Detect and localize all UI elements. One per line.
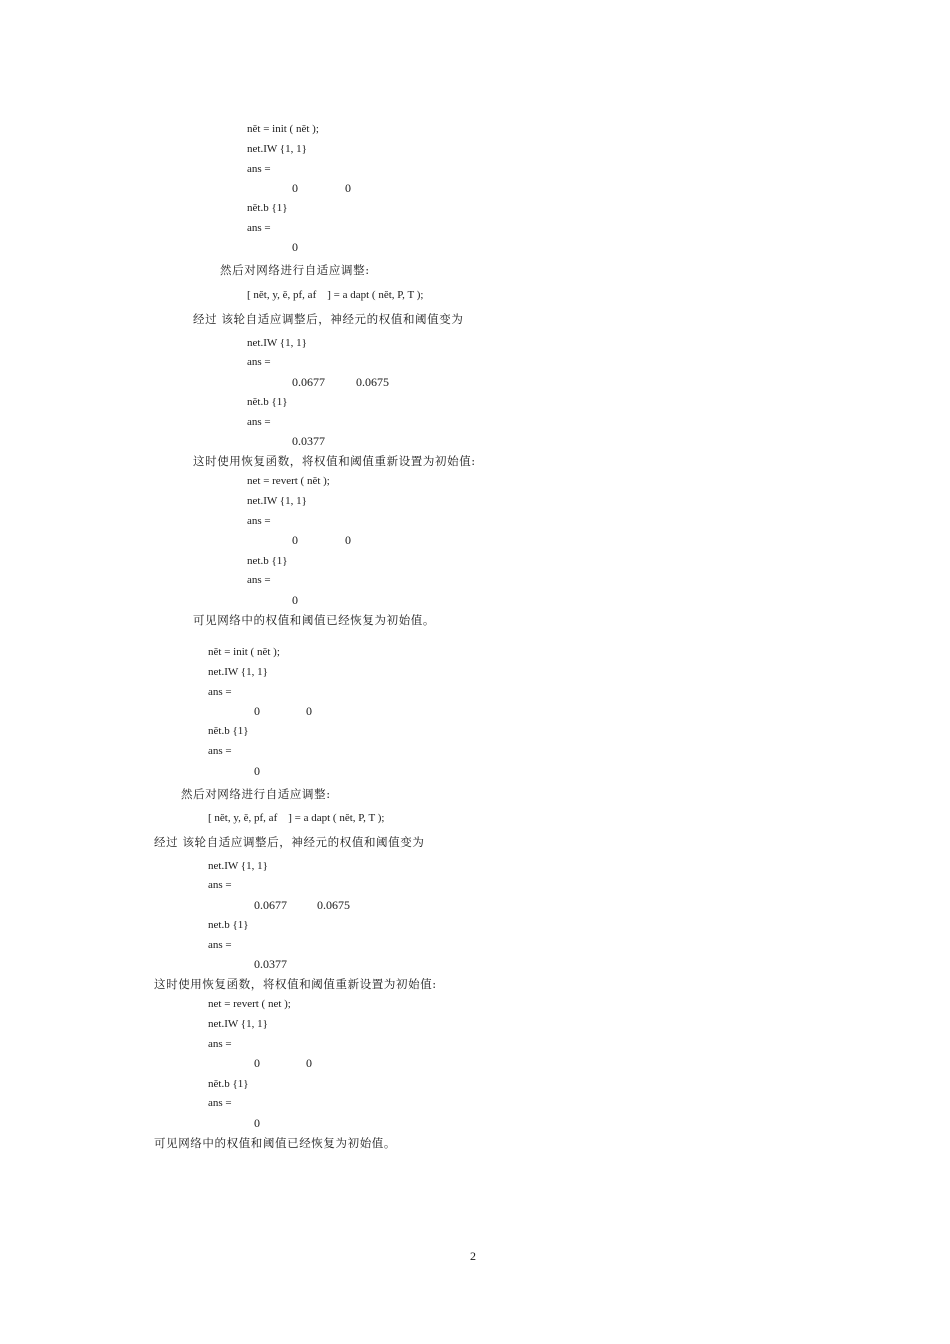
value: 0 — [254, 704, 260, 718]
code-line: [ nĕt, y, ĕ, pf, af ] = a dapt ( nĕt, P, T ); — [247, 289, 424, 301]
value: 0 — [254, 764, 260, 778]
value: 0.0675 — [317, 898, 350, 912]
value: 0.0377 — [254, 957, 287, 971]
code-line: net = revert ( nĕt ); — [247, 475, 330, 487]
value: 0.0677 — [254, 898, 287, 912]
code-line: nĕt.b {1} — [208, 725, 249, 737]
code-line: net.IW {1, 1} — [247, 337, 307, 349]
paragraph: 然后对网络进行自适应调整: — [220, 263, 370, 277]
value: 0 — [292, 181, 298, 195]
paragraph: 这时使用恢复函数，将权值和阈值重新设置为初始值: — [154, 977, 437, 991]
value: 0 — [306, 1056, 312, 1070]
code-line: net.IW {1, 1} — [208, 860, 268, 872]
code-line: ans = — [247, 356, 271, 368]
code-line: ans = — [247, 515, 271, 527]
code-line: ans = — [208, 745, 232, 757]
code-line: nĕt.b {1} — [247, 202, 288, 214]
code-line: ans = — [247, 574, 271, 586]
paragraph: 这时使用恢复函数，将权值和阈值重新设置为初始值: — [193, 454, 476, 468]
value: 0 — [292, 533, 298, 547]
value: 0 — [345, 181, 351, 195]
code-line: ans = — [247, 222, 271, 234]
code-line: ans = — [208, 1038, 232, 1050]
code-line: net.IW {1, 1} — [247, 495, 307, 507]
code-line: ans = — [208, 686, 232, 698]
code-line: ans = — [247, 416, 271, 428]
value: 0.0677 — [292, 375, 325, 389]
code-line: net.IW {1, 1} — [208, 1018, 268, 1030]
page-number: 2 — [470, 1249, 476, 1263]
code-line: net = revert ( net ); — [208, 998, 291, 1010]
value: 0 — [254, 1116, 260, 1130]
code-line: net.b {1} — [247, 555, 288, 567]
code-line: nĕt = init ( nĕt ); — [247, 123, 319, 135]
code-line: ans = — [208, 1097, 232, 1109]
code-line: nĕt.b {1} — [208, 1078, 249, 1090]
paragraph: 经过 该轮自适应调整后，神经元的权值和阈值变为 — [193, 312, 464, 326]
paragraph: 经过 该轮自适应调整后，神经元的权值和阈值变为 — [154, 835, 425, 849]
code-line: ans = — [247, 163, 271, 175]
value: 0 — [345, 533, 351, 547]
code-line: net.IW {1, 1} — [208, 666, 268, 678]
code-line: ans = — [208, 879, 232, 891]
paragraph: 可见网络中的权值和阈值已经恢复为初始值。 — [193, 613, 435, 627]
value: 0 — [292, 593, 298, 607]
code-line: ans = — [208, 939, 232, 951]
value: 0.0675 — [356, 375, 389, 389]
value: 0 — [292, 240, 298, 254]
value: 0 — [254, 1056, 260, 1070]
code-line: [ nĕt, y, ĕ, pf, af ] = a dapt ( nĕt, P, T ); — [208, 812, 385, 824]
value: 0 — [306, 704, 312, 718]
code-line: nĕt.b {1} — [247, 396, 288, 408]
value: 0.0377 — [292, 434, 325, 448]
paragraph: 然后对网络进行自适应调整: — [181, 787, 331, 801]
code-line: nĕt = init ( nĕt ); — [208, 646, 280, 658]
code-line: net.b {1} — [208, 919, 249, 931]
code-line: net.IW {1, 1} — [247, 143, 307, 155]
paragraph: 可见网络中的权值和阈值已经恢复为初始值。 — [154, 1136, 396, 1150]
